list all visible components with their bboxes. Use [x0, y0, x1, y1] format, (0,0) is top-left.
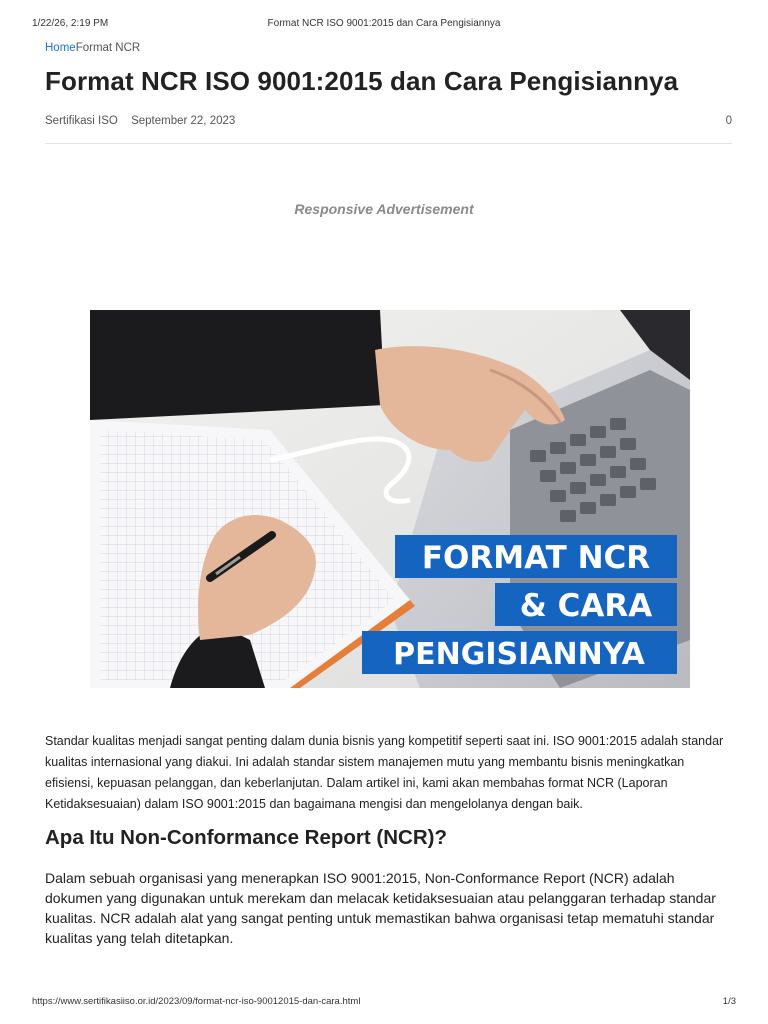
print-header	[32, 18, 736, 32]
banner-line-3: PENGISIANNYA	[393, 637, 645, 672]
section-paragraph: Dalam sebuah organisasi yang menerapkan ISO 9001:2015, Non-Conformance Report (NCR) adalah dokumen yang digunakan untuk merekam dan melacak ketidaksesuaian atau pelanggaran terhadap standar kualitas. NCR adalah alat yang sangat penting untuk memastikan bahwa organisasi tetap mematuhi standar kualitas yang telah ditetapkan.	[45, 870, 716, 946]
post-author-link[interactable]: Sertifikasi ISO	[45, 115, 118, 127]
post-date: September 22, 2023	[131, 115, 236, 127]
breadcrumb-home-link[interactable]: Home	[45, 42, 76, 54]
page-title: Format NCR ISO 9001:2015 dan Cara Pengisiannya	[45, 66, 679, 96]
print-url: https://www.sertifikasiiso.or.id/2023/09/format-ncr-iso-90012015-dan-cara.html	[32, 996, 361, 1007]
print-datetime: 1/22/26, 2:19 PM	[32, 18, 109, 29]
breadcrumb	[45, 42, 140, 54]
intro-paragraph: Standar kualitas menjadi sangat penting dalam dunia bisnis yang kompetitif seperti saat ini. ISO 9001:2015 adalah standar kualitas internasional yang diakui. Ini adalah standar sistem manajemen mutu yang membantu bisnis meningkatkan efisiensi, kepuasan pelanggan, dan keberlanjutan. Dalam artikel ini, kami akan membahas format NCR (Laporan Ketidaksesuaian) dalam ISO 9001:2015 dan bagaimana mengisi dan mengelolanya dengan baik.	[45, 734, 724, 811]
hero-image	[90, 310, 690, 688]
advertisement-label: Responsive Advertisement	[294, 201, 474, 217]
banner-line-2: & CARA	[519, 588, 653, 624]
print-footer	[32, 996, 736, 1008]
comments-count[interactable]: 0	[725, 115, 732, 127]
breadcrumb-current: Format NCR	[75, 42, 141, 54]
print-page-number: 1/3	[722, 996, 736, 1007]
section-heading-ncr: Apa Itu Non-Conformance Report (NCR)?	[45, 826, 448, 849]
print-page-title: Format NCR ISO 9001:2015 dan Cara Pengisiannya	[267, 18, 501, 29]
meta-divider	[45, 143, 732, 144]
hero-illustration	[90, 310, 690, 688]
banner-line-1: FORMAT NCR	[421, 540, 651, 576]
post-meta	[45, 115, 732, 129]
